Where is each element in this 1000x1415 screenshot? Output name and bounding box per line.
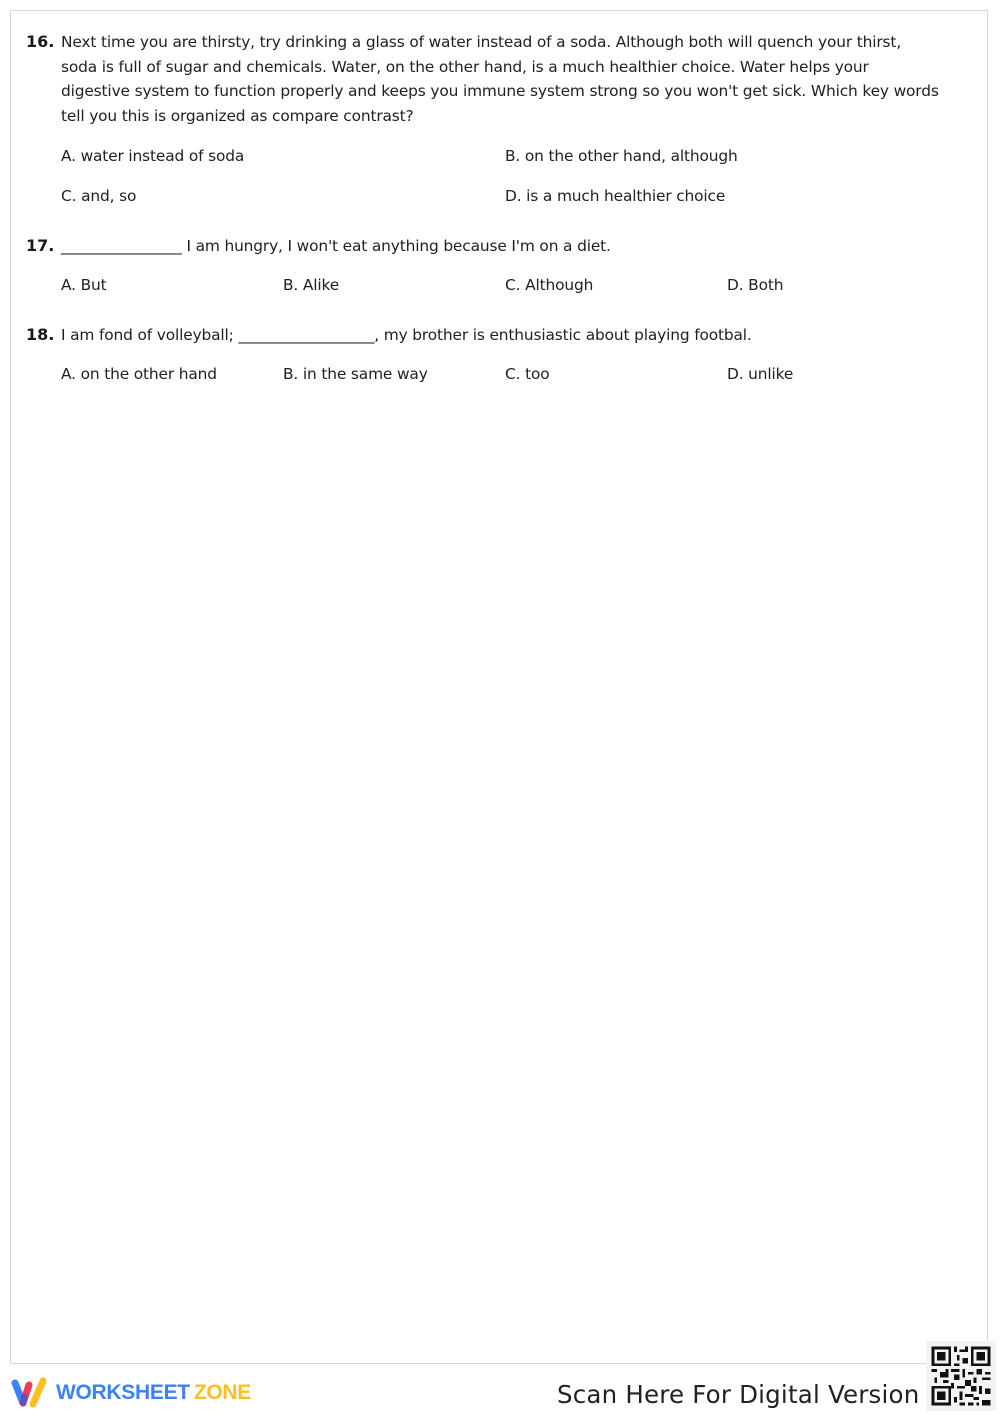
question-18 (26, 323, 936, 393)
option-b[interactable]: B. Alike (283, 276, 340, 294)
logo-wordmark (56, 1375, 251, 1411)
option-a[interactable]: A. But (61, 276, 107, 294)
option-c[interactable]: C. too (505, 365, 550, 383)
question-text: ________________ I am hungry, I won't eat anything because I'm on a diet. (61, 237, 611, 255)
worksheet-page-frame (10, 10, 988, 1364)
option-a[interactable]: A. water instead of soda (61, 147, 245, 165)
option-c[interactable]: C. and, so (61, 187, 137, 205)
worksheetzone-logo[interactable] (10, 1375, 251, 1411)
question-text: I am fond of volleyball; __________________, my brother is enthusiastic about playing footbal. (61, 326, 752, 344)
option-c[interactable]: C. Although (505, 276, 594, 294)
question-number: 18. (26, 325, 55, 344)
logo-text-worksheet: WORKSHEET (56, 1381, 190, 1404)
logo-text-zone: ZONE (193, 1381, 251, 1404)
scan-for-digital-label: Scan Here For Digital Version (557, 1380, 920, 1409)
option-b[interactable]: B. on the other hand, although (505, 147, 738, 165)
question-number: 17. (26, 236, 55, 255)
question-16 (26, 30, 939, 210)
question-text: Next time you are thirsty, try drinking a glass of water instead of a soda. Although both will quench your thirst, soda is full of sugar and chemicals. Water, on the other hand, is a much healthier choice. Water helps your digestive system to function properly and keeps you immune system strong so you won't get sick. Which key words tell you this is organized as compare contrast? (61, 33, 939, 125)
logo-w-icon (10, 1375, 50, 1411)
option-a[interactable]: A. on the other hand (61, 365, 217, 383)
option-d[interactable]: D. Both (727, 276, 784, 294)
option-b[interactable]: B. in the same way (283, 365, 428, 383)
question-17 (26, 234, 936, 304)
question-number: 16. (26, 32, 55, 51)
qr-code-icon[interactable] (926, 1341, 996, 1411)
option-d[interactable]: D. unlike (727, 365, 794, 383)
option-d[interactable]: D. is a much healthier choice (505, 187, 726, 205)
